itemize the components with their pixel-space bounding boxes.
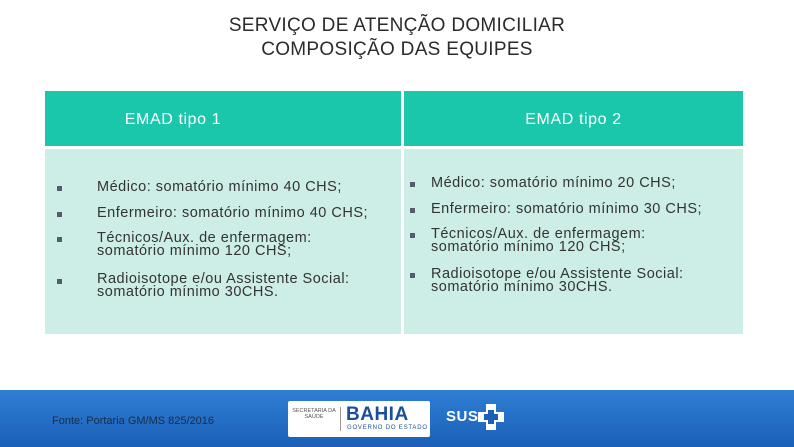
- list-item: Médico: somatório mínimo 20 CHS;: [431, 175, 676, 191]
- column-header-emad-1: EMAD tipo 1: [45, 91, 401, 146]
- governo-label: GOVERNO DO ESTADO: [347, 425, 428, 431]
- bullet-icon: [57, 237, 62, 242]
- bahia-wordmark: BAHIA: [346, 404, 409, 425]
- sus-cross-icon: [476, 402, 506, 432]
- column-header-emad-2: EMAD tipo 2: [404, 91, 743, 146]
- title-line-1: SERVIÇO DE ATENÇÃO DOMICILIAR: [228, 15, 566, 36]
- list-item: Técnicos/Aux. de enfermagem: somatório mínimo 120 CHS;: [97, 230, 312, 259]
- column-body-emad-1: [45, 149, 401, 334]
- secretaria-label: SECRETARIA DA SAÚDE: [292, 408, 336, 420]
- list-item: Médico: somatório mínimo 40 CHS;: [97, 179, 342, 195]
- column-body-emad-2: [404, 149, 743, 334]
- list-item: Enfermeiro: somatório mínimo 40 CHS;: [97, 205, 369, 221]
- list-item: Radioisotope e/ou Assistente Social: somatório mínimo 30CHS.: [431, 266, 684, 295]
- logo-divider: [340, 407, 341, 431]
- list-item: Radioisotope e/ou Assistente Social: somatório mínimo 30CHS.: [97, 271, 350, 300]
- sus-wordmark: SUS: [446, 408, 479, 425]
- bullet-icon: [410, 182, 415, 187]
- title-line-2: COMPOSIÇÃO DAS EQUIPES: [261, 39, 533, 60]
- list-item: Técnicos/Aux. de enfermagem: somatório mínimo 120 CHS;: [431, 226, 646, 255]
- page-title: [0, 14, 794, 62]
- bullet-icon: [410, 233, 415, 238]
- teams-table: [45, 91, 743, 334]
- bullet-icon: [410, 208, 415, 213]
- bullet-icon: [57, 279, 62, 284]
- list-item: Enfermeiro: somatório mínimo 30 CHS;: [431, 201, 703, 217]
- source-note: Fonte: Portaria GM/MS 825/2016: [52, 415, 215, 427]
- bullet-icon: [57, 212, 62, 217]
- bullet-icon: [410, 273, 415, 278]
- bullet-icon: [57, 186, 62, 191]
